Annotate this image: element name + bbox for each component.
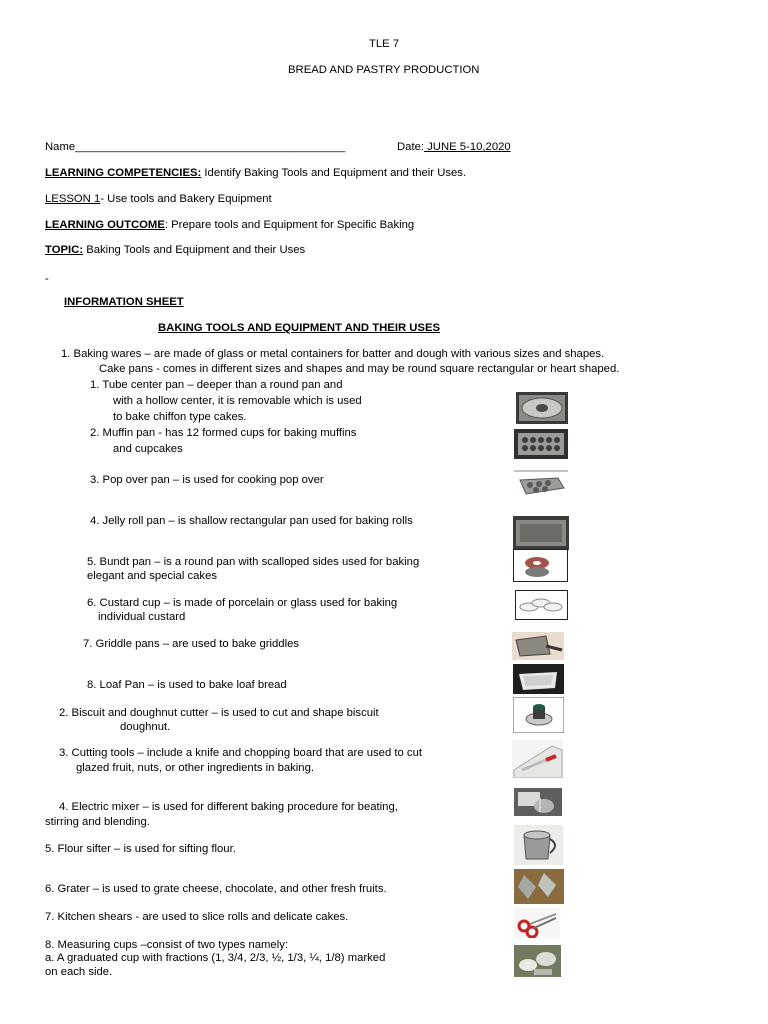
item-baking-wares: 1. Baking wares – are made of glass or metal containers for batter and dough with various sizes and shapes. (61, 348, 605, 360)
sub-jelly-roll-pan: 4. Jelly roll pan – is shallow rectangular pan used for baking rolls (90, 515, 413, 527)
stray-mark: - (45, 273, 49, 285)
item-cutting-tools-2: glazed fruit, nuts, or other ingredients in baking. (76, 762, 315, 774)
competencies-line (45, 166, 466, 181)
sub-tube-pan-3: to bake chiffon type cakes. (113, 411, 247, 423)
sub-tube-pan-1: 1. Tube center pan – deeper than a round pan and (90, 379, 343, 391)
sheet-title: INFORMATION SHEET (64, 296, 184, 308)
flour-sifter-image (514, 825, 563, 865)
sub-griddle-pans: 7. Griddle pans – are used to bake griddles (83, 638, 300, 650)
subject-title: BREAD AND PASTRY PRODUCTION (288, 64, 480, 76)
name-blank: ___________________________________________ (75, 141, 346, 153)
biscuit-cutter-image (513, 697, 564, 733)
loaf-pan-image (513, 664, 564, 694)
bundt-pan-image (513, 549, 568, 582)
sub-muffin-pan-1: 2. Muffin pan - has 12 formed cups for baking muffins (90, 427, 357, 439)
item-electric-mixer-1: 4. Electric mixer – is used for different baking procedure for beating, (59, 801, 398, 813)
sheet-heading: BAKING TOOLS AND EQUIPMENT AND THEIR USES (158, 322, 441, 334)
date-value: JUNE 5-10,2020 (424, 141, 511, 153)
name-line (45, 140, 345, 155)
item-measuring-cups-3: on each side. (45, 966, 113, 978)
item-grater: 6. Grater – is used to grate cheese, chocolate, and other fresh fruits. (45, 883, 387, 895)
electric-mixer-image (514, 788, 562, 816)
lesson-text: - Use tools and Bakery Equipment (100, 193, 272, 205)
date-line (397, 140, 511, 155)
muffin-pan-image (514, 429, 568, 459)
item-kitchen-shears: 7. Kitchen shears - are used to slice rolls and delicate cakes. (45, 911, 349, 923)
item-measuring-cups-1: 8. Measuring cups –consist of two types namely: (45, 939, 288, 951)
item-biscuit-cutter-1: 2. Biscuit and doughnut cutter – is used to cut and shape biscuit (59, 707, 379, 719)
lesson-line (45, 192, 272, 207)
item-measuring-cups-2: a. A graduated cup with fractions (1, 3/4, 2/3, ½, 1/3, ¼, 1/8) marked (45, 952, 386, 964)
measuring-cups-image (514, 945, 561, 977)
sub-loaf-pan: 8. Loaf Pan – is used to bake loaf bread (87, 679, 287, 691)
sub-bundt-pan-2: elegant and special cakes (87, 570, 218, 582)
item-electric-mixer-2: stirring and blending. (45, 816, 150, 828)
outcome-text: : Prepare tools and Equipment for Specific Baking (164, 219, 415, 231)
tube-pan-image (516, 392, 568, 424)
item-biscuit-cutter-2: doughnut. (120, 721, 171, 733)
lesson-label: LESSON 1 (45, 193, 101, 205)
item-cutting-tools-1: 3. Cutting tools – include a knife and chopping board that are used to cut (59, 747, 423, 759)
item-flour-sifter: 5. Flour sifter – is used for sifting flour. (45, 843, 236, 855)
outcome-label: LEARNING OUTCOME (45, 219, 165, 231)
competencies-text: Identify Baking Tools and Equipment and their Uses. (201, 167, 467, 179)
cutting-tools-image (512, 740, 563, 778)
sub-custard-cup-2: individual custard (98, 611, 186, 623)
item-cake-pans: Cake pans - comes in different sizes and shapes and may be round square rectangular or heart shaped. (99, 363, 620, 375)
name-label: Name (45, 141, 76, 153)
sub-custard-cup-1: 6. Custard cup – is made of porcelain or glass used for baking (87, 597, 398, 609)
topic-line (45, 243, 305, 258)
kitchen-shears-image (514, 908, 560, 938)
popover-pan-image (514, 470, 568, 502)
topic-label: TOPIC: (45, 244, 84, 256)
topic-text: Baking Tools and Equipment and their Uses (83, 244, 306, 256)
competencies-label: LEARNING COMPETENCIES: (45, 167, 202, 179)
custard-cup-image (515, 590, 568, 620)
jelly-roll-pan-image (513, 516, 569, 550)
outcome-line (45, 218, 414, 233)
griddle-pan-image (512, 632, 564, 660)
sub-bundt-pan-1: 5. Bundt pan – is a round pan with scalloped sides used for baking (87, 556, 420, 568)
sub-popover-pan: 3. Pop over pan – is used for cooking pop over (90, 474, 324, 486)
course-title: TLE 7 (369, 38, 400, 50)
grater-image (514, 869, 564, 904)
date-label: Date: (397, 141, 425, 153)
sub-muffin-pan-2: and cupcakes (113, 443, 183, 455)
sub-tube-pan-2: with a hollow center, it is removable which is used (113, 395, 362, 407)
